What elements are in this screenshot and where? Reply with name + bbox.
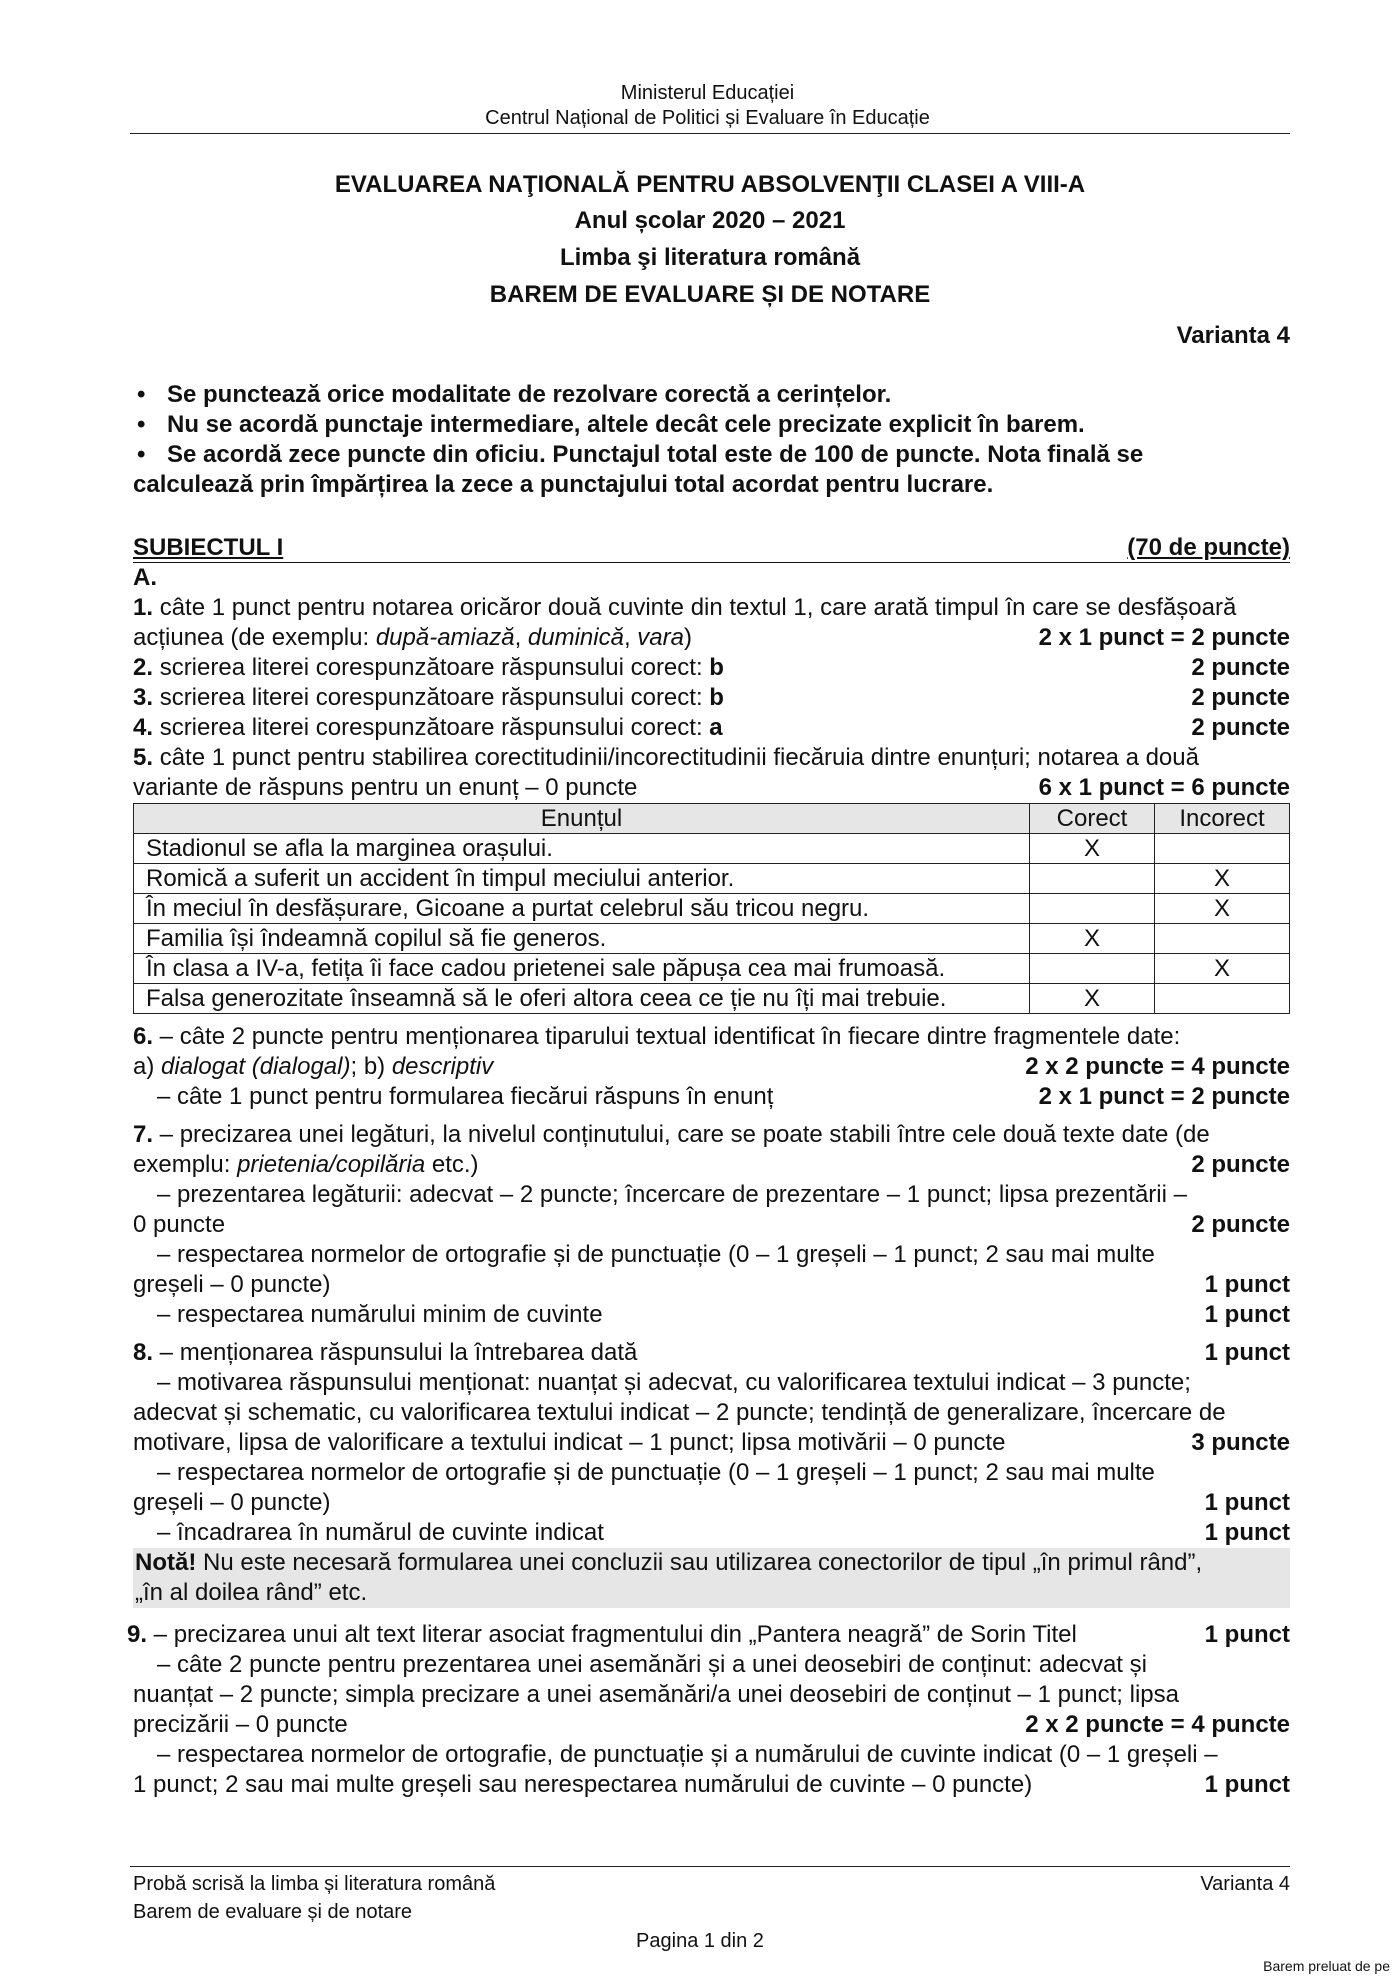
column-header-statement: Enunțul xyxy=(134,804,1030,834)
question-8: 8. – menționarea răspunsului la întrebarea dată 1 punct – motivarea răspunsului menționat: nuanțat și adecvat, cu valorificarea textului indicat – 3 puncte; adecvat și schematic, cu valorificarea textului indicat – 2 puncte; tendință de generalizare, încercare de motivare, lipsa de valorificare a textului indicat – 1 punct; lipsa motivării – 0 puncte 3 puncte – respectarea normelor de ortografie și de punctuație (0 – 1 greșeli – 1 punct; 2 sau mai multe greșeli – 0 puncte) 1 punct – încadrarea în numărul de cuvinte indicat 1 punct Notă! Nu este necesară formularea unei concluzii sau utilizarea conectorilor de tipul „în primul rând”, „în al doilea rând” etc. xyxy=(133,1339,1290,1606)
source-note: Barem preluat de pe xyxy=(1263,1958,1390,1974)
table-row xyxy=(134,834,1290,864)
rule-item-continuation: calculează prin împărțirea la zece a punctajului total acordat pentru lucrare. xyxy=(133,471,994,498)
rule-item: • Se acordă zece puncte din oficiu. Punctajul total este de 100 de puncte. Nota finală se xyxy=(137,441,1144,468)
center-name: Centrul Național de Politici și Evaluare în Educație xyxy=(485,107,930,129)
incorrect-cell xyxy=(1155,984,1290,1014)
subject-points: (70 de puncte) xyxy=(1127,534,1290,561)
question-number: 2. xyxy=(133,654,154,681)
bullet-icon: • xyxy=(137,411,146,438)
question-points: 2 x 1 punct = 2 puncte xyxy=(1038,624,1290,651)
question-points: 2 puncte xyxy=(1191,654,1290,681)
incorrect-cell: X xyxy=(1155,894,1290,924)
question-points: 1 punct xyxy=(1204,1519,1290,1546)
rule-item: • Nu se acordă punctaje intermediare, altele decât cele precizate explicit în barem. xyxy=(137,411,1085,438)
question-points: 2 x 2 puncte = 4 puncte xyxy=(1025,1053,1290,1080)
question-number: 4. xyxy=(133,714,154,741)
question-points: 1 punct xyxy=(1204,1339,1290,1366)
bullet-icon: • xyxy=(137,381,146,408)
statement-cell: Falsa generozitate înseamnă să le oferi altora ceea ce ție nu îți mai trebuie. xyxy=(134,984,1030,1014)
footer-divider xyxy=(130,1866,1290,1867)
footer-variant: Varianta 4 xyxy=(1200,1873,1290,1895)
question-7: 7. – precizarea unei legături, la nivelul conținutului, care se poate stabili între cele două texte date (de exemplu: prietenia/copilăria etc.) 2 puncte – prezentarea legăturii: adecvat – 2 puncte; încercare de prezentare – 1 punct; lipsa prezentării – 0 puncte 2 puncte – respectarea normelor de ortografie și de punctuație (0 – 1 greșeli – 1 punct; 2 sau mai multe greșeli – 0 puncte) 1 punct – respectarea numărului minim de cuvinte 1 punct xyxy=(133,1121,1290,1328)
question-text: câte 1 punct pentru notarea oricăror două cuvinte din textul 1, care arată timpul în care se desfășoară xyxy=(159,594,1237,621)
incorrect-cell: X xyxy=(1155,954,1290,984)
question-points: 2 puncte xyxy=(1191,1151,1290,1178)
question-4: 4. scrierea literei corespunzătoare răspunsului corect: a 2 puncte xyxy=(133,714,1290,741)
subject-name: Limba şi literatura română xyxy=(559,244,861,271)
page-number: Pagina 1 din 2 xyxy=(636,1930,764,1952)
variant-label: Varianta 4 xyxy=(1176,322,1290,349)
question-points: 2 puncte xyxy=(1191,684,1290,711)
question-points: 6 x 1 punct = 6 puncte xyxy=(1038,774,1290,801)
subject-label: SUBIECTUL I xyxy=(133,534,284,561)
answer-letter: b xyxy=(709,654,724,681)
column-header-incorrect: Incorect xyxy=(1155,804,1290,834)
question-1: 1. câte 1 punct pentru notarea oricăror două cuvinte din textul 1, care arată timpul în care se desfășoară acțiunea (de exemplu: după-amiază, duminică, vara) 2 x 1 punct = 2 puncte xyxy=(133,594,1290,651)
answer-text: descriptiv xyxy=(391,1053,494,1080)
question-points: 1 punct xyxy=(1204,1489,1290,1516)
statement-cell: În meciul în desfășurare, Gicoane a purtat celebrul său tricou negru. xyxy=(134,894,1030,924)
example-word: vara xyxy=(637,624,684,651)
note-box: Notă! Nu este necesară formularea unei concluzii sau utilizarea conectorilor de tipul „în primul rând”, „în al doilea rând” etc. xyxy=(133,1548,1290,1608)
example-word: duminică xyxy=(527,624,624,651)
example-word: după-amiază xyxy=(375,624,515,651)
question-number: 9. xyxy=(127,1621,148,1648)
incorrect-cell xyxy=(1155,924,1290,954)
footer-doc-type: Barem de evaluare și de notare xyxy=(133,1901,413,1923)
question-2: 2. scrierea literei corespunzătoare răspunsului corect: b 2 puncte xyxy=(133,654,1290,681)
subject-heading xyxy=(133,534,1290,563)
statement-cell: În clasa a IV-a, fetița îi face cadou prietenei sale păpușa cea mai frumoasă. xyxy=(134,954,1030,984)
answer-letter: b xyxy=(709,684,724,711)
question-points: 1 punct xyxy=(1204,1621,1290,1648)
section-label: A. xyxy=(133,564,157,591)
column-header-correct: Corect xyxy=(1030,804,1155,834)
question-points: 1 punct xyxy=(1204,1271,1290,1298)
table-row xyxy=(134,924,1290,954)
incorrect-cell xyxy=(1155,834,1290,864)
question-number: 8. xyxy=(133,1339,154,1366)
statements-table xyxy=(133,803,1290,1014)
rule-item: • Se punctează orice modalitate de rezolvare corectă a cerințelor. xyxy=(137,381,892,408)
ministry-name: Ministerul Educației xyxy=(620,82,795,104)
correct-cell: X xyxy=(1030,924,1155,954)
question-points: 1 punct xyxy=(1204,1771,1290,1798)
table-header-row xyxy=(134,804,1290,834)
statement-cell: Stadionul se afla la marginea orașului. xyxy=(134,834,1030,864)
bullet-icon: • xyxy=(137,441,146,468)
correct-cell xyxy=(1030,894,1155,924)
question-points: 1 punct xyxy=(1204,1301,1290,1328)
grading-content xyxy=(127,534,1290,1800)
correct-cell xyxy=(1030,954,1155,984)
table-row xyxy=(134,954,1290,984)
question-5: 5. câte 1 punct pentru stabilirea corectitudinii/incorectitudinii fiecăruia dintre enunțuri; notarea a două variante de răspuns pentru un enunț – 0 puncte 6 x 1 punct = 6 puncte Enunțul Corect Incorect Stadionul se afla la marginea orașului. X Romică a suferit un accident în timpul meciului anterior. X În meciul în desfășurare, Gicoane a purtat celebrul său tricou negru. X Familia își îndeamnă copilul să fie generos. X În clasa a IV-a, fetița îi face cadou prietenei sale păpușa cea mai frumoasă. X Falsa generozitate înseamnă să le oferi altora ceea ce ție nu îți mai trebuie. X xyxy=(133,744,1290,1012)
example-word: prietenia/copilăria xyxy=(237,1151,426,1178)
question-points: 3 puncte xyxy=(1191,1429,1290,1456)
question-points: 2 x 2 puncte = 4 puncte xyxy=(1025,1711,1290,1738)
note-label: Notă! xyxy=(135,1549,197,1576)
answer-text: dialogat (dialogal) xyxy=(161,1053,351,1080)
table-row xyxy=(134,894,1290,924)
exam-title: EVALUAREA NAŢIONALĂ PENTRU ABSOLVENŢII CLASEI A VIII-A xyxy=(334,171,1086,198)
incorrect-cell: X xyxy=(1155,864,1290,894)
question-number: 5. xyxy=(133,744,154,771)
question-points: 2 puncte xyxy=(1191,1211,1290,1238)
table-row xyxy=(134,864,1290,894)
correct-cell xyxy=(1030,864,1155,894)
footer-exam: Probă scrisă la limba și literatura română xyxy=(133,1873,496,1895)
question-points: 2 x 1 punct = 2 puncte xyxy=(1038,1083,1290,1110)
correct-cell: X xyxy=(1030,834,1155,864)
question-9: 9. – precizarea unui alt text literar asociat fragmentului din „Pantera neagră” de Sorin Titel 1 punct – câte 2 puncte pentru prezentarea unei asemănări și a unei deosebiri de conținut: adecvat și nuanțat – 2 puncte; simpla precizare a unei asemănări/a unei deosebiri de conținut – 1 punct; lipsa precizării – 0 puncte 2 x 2 puncte = 4 puncte – respectarea normelor de ortografie, de punctuație și a numărului de cuvinte indicat (0 – 1 greșeli – 1 punct; 2 sau mai multe greșeli sau nerespectarea numărului de cuvinte – 0 puncte) 1 punct xyxy=(127,1621,1290,1798)
school-year: Anul școlar 2020 – 2021 xyxy=(574,207,846,234)
question-points: 2 puncte xyxy=(1191,714,1290,741)
question-6: 6. – câte 2 puncte pentru menționarea tiparului textual identificat în fiecare dintre fragmentele date: a) dialogat (dialogal); b) descriptiv 2 x 2 puncte = 4 puncte – câte 1 punct pentru formularea fiecărui răspuns în enunț 2 x 1 punct = 2 puncte xyxy=(133,1023,1290,1110)
question-number: 6. xyxy=(133,1023,154,1050)
statement-cell: Romică a suferit un accident în timpul meciului anterior. xyxy=(134,864,1030,894)
correct-cell: X xyxy=(1030,984,1155,1014)
document-type: BAREM DE EVALUARE ȘI DE NOTARE xyxy=(489,281,931,308)
general-rules xyxy=(133,380,1290,500)
question-number: 1. xyxy=(133,594,154,621)
table-row xyxy=(134,984,1290,1014)
statement-cell: Familia își îndeamnă copilul să fie generos. xyxy=(134,924,1030,954)
question-3: 3. scrierea literei corespunzătoare răspunsului corect: b 2 puncte xyxy=(133,684,1290,711)
header-divider xyxy=(130,133,1290,134)
question-number: 7. xyxy=(133,1121,154,1148)
answer-letter: a xyxy=(709,714,723,741)
question-number: 3. xyxy=(133,684,154,711)
